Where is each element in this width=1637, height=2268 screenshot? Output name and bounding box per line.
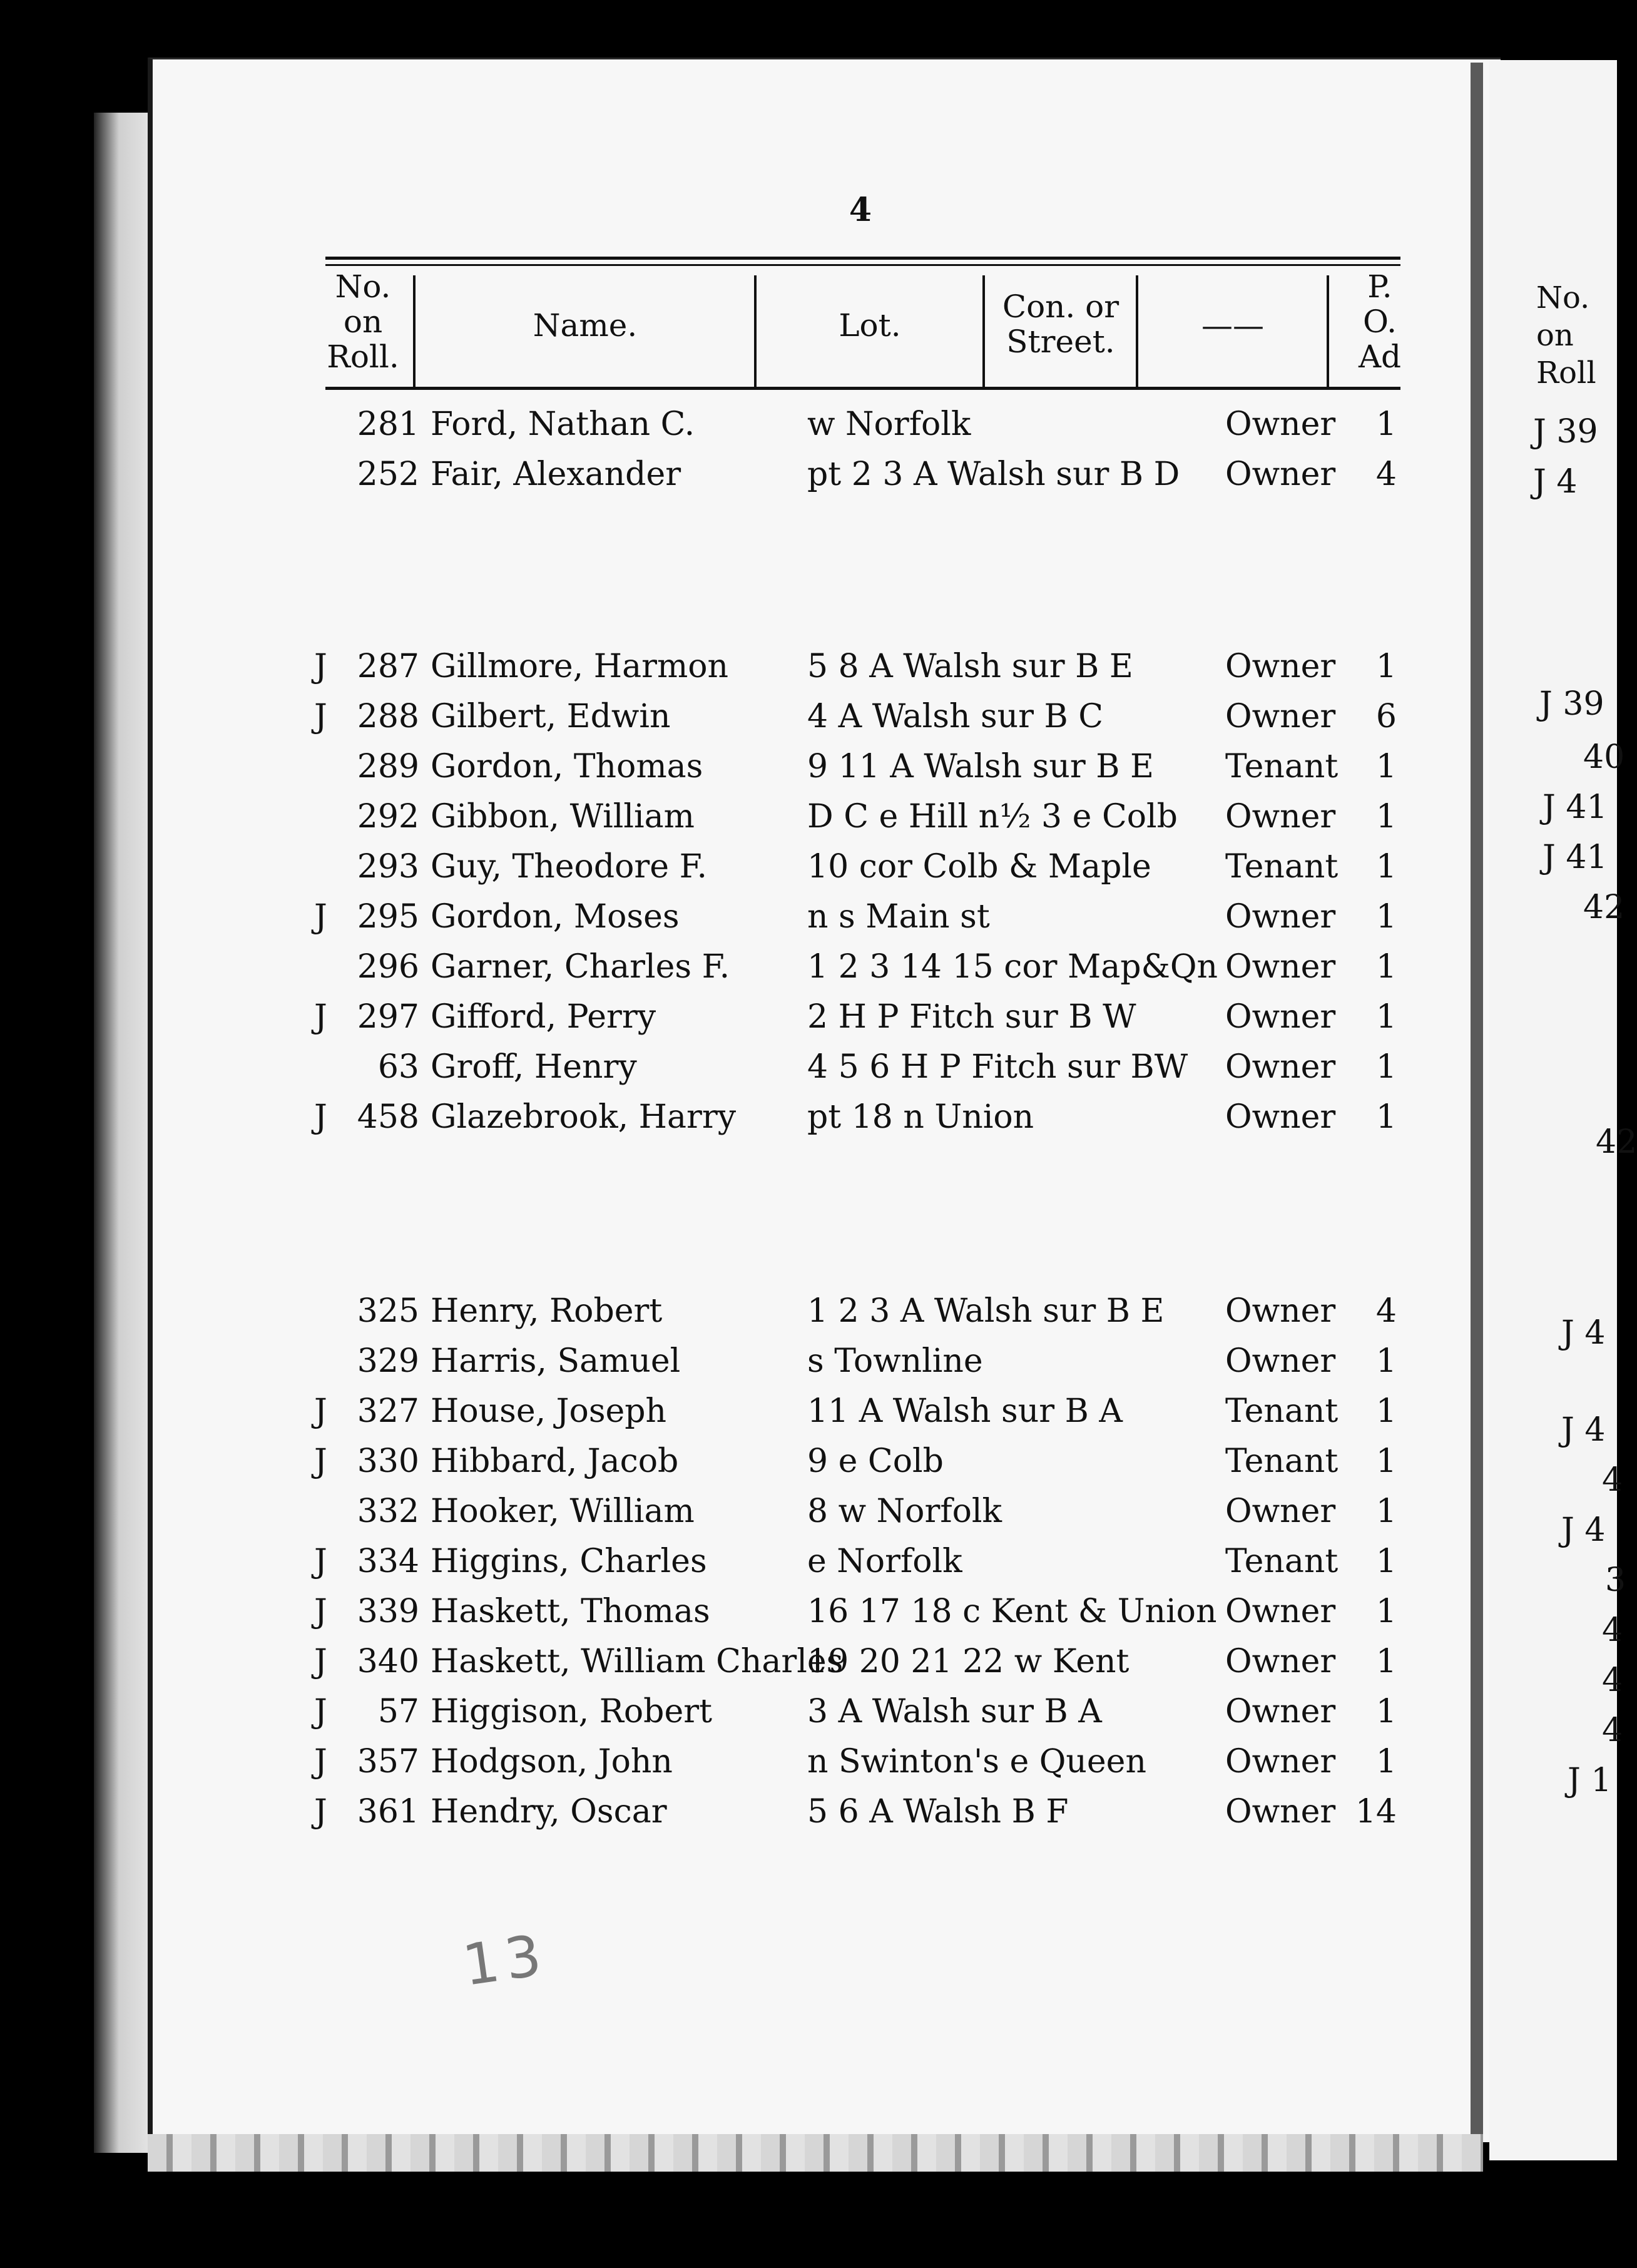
voter-name: House, Joseph [431,1392,667,1430]
lot-description: 5 8 A Walsh sur B E [807,648,1133,685]
post-office-number: 1 [1375,1048,1397,1086]
lot-description: 10 cor Colb & Maple [807,848,1151,886]
lot-description: 16 17 18 c Kent & Union [807,1593,1217,1630]
post-office-number: 1 [1375,948,1397,986]
facing-page-fragment: J 4 [1561,1511,1606,1549]
roll-number: 289 [357,748,419,785]
post-office-number: 1 [1375,648,1397,685]
lot-description: 4 5 6 H P Fitch sur BW [807,1048,1188,1086]
lot-description: 5 6 A Walsh B F [807,1793,1069,1831]
facing-page-header: Roll [1536,355,1596,391]
post-office-number: 1 [1375,1098,1397,1136]
roll-number: 327 [357,1392,419,1430]
post-office-number: 1 [1375,1342,1397,1380]
post-office-number: 1 [1375,748,1397,785]
tenure-status: Owner [1225,798,1336,835]
roll-number: 63 [377,1048,419,1086]
roll-number: 458 [357,1098,419,1136]
tenure-status: Tenant [1225,848,1339,886]
voter-name: Glazebrook, Harry [431,1098,737,1136]
tenure-status: Tenant [1225,748,1339,785]
roll-number: 296 [357,948,419,986]
roll-number: 295 [357,898,419,936]
facing-page-fragment: 42 [1583,889,1625,926]
facing-page-fragment: J 39 [1533,413,1598,451]
roll-journal-mark: J [314,1392,327,1430]
column-divider [1327,275,1329,387]
voter-name: Gilbert, Edwin [431,698,671,735]
roll-number: 339 [357,1593,419,1630]
voter-name: Gordon, Thomas [431,748,703,785]
post-office-number: 1 [1375,1643,1397,1680]
header-blank: —— [1201,307,1264,344]
roll-journal-mark: J [314,1443,327,1480]
tenure-status: Owner [1225,1793,1336,1831]
post-office-number: 1 [1375,848,1397,886]
column-divider [754,275,757,387]
roll-number: 252 [357,456,419,493]
post-office-number: 1 [1375,1743,1397,1780]
voter-name: Harris, Samuel [431,1342,681,1380]
column-divider [982,275,985,387]
header-con-street: Con. or Street. [1002,289,1119,360]
roll-journal-mark: J [314,1543,327,1580]
page-number: 4 [849,191,872,229]
roll-number: 357 [357,1743,419,1780]
lot-description: 19 20 21 22 w Kent [807,1643,1130,1680]
tenure-status: Owner [1225,406,1336,443]
roll-journal-mark: J [314,698,327,735]
roll-journal-mark: J [314,898,327,936]
roll-journal-mark: J [314,1643,327,1680]
facing-page-fragment: J 41 [1543,839,1608,876]
tenure-status: Owner [1225,1693,1336,1730]
post-office-number: 1 [1375,1443,1397,1480]
tenure-status: Owner [1225,898,1336,936]
lot-description: pt 18 n Union [807,1098,1034,1136]
facing-page-fragment: 40 [1583,738,1625,776]
post-office-number: 1 [1375,798,1397,835]
header-rule-top [325,257,1400,260]
tenure-status: Owner [1225,648,1336,685]
column-divider [413,275,416,387]
tenure-status: Tenant [1225,1543,1339,1580]
roll-number: 292 [357,798,419,835]
facing-page-fragment: 3 [1605,1561,1626,1599]
post-office-number: 1 [1375,1593,1397,1630]
page-stain [148,2134,1483,2172]
facing-page-fragment: J 4 [1561,1314,1606,1352]
voter-name: Gibbon, William [431,798,695,835]
handwritten-mark: 13 [459,1922,552,1999]
tenure-status: Tenant [1225,1392,1339,1430]
voter-name: Haskett, William Charles [431,1643,844,1680]
voter-name: Gordon, Moses [431,898,680,936]
roll-number: 329 [357,1342,419,1380]
voter-name: Fair, Alexander [431,456,681,493]
roll-number: 330 [357,1443,419,1480]
voter-name: Higgison, Robert [431,1693,712,1730]
voter-name: Hooker, William [431,1493,695,1530]
tenure-status: Owner [1225,1493,1336,1530]
voter-name: Higgins, Charles [431,1543,707,1580]
roll-journal-mark: J [314,1743,327,1780]
post-office-number: 1 [1375,1693,1397,1730]
post-office-number: 1 [1375,1493,1397,1530]
facing-page-fragment: 4 [1602,1712,1623,1749]
voter-name: Gifford, Perry [431,998,656,1036]
roll-journal-mark: J [314,1793,327,1831]
tenure-status: Owner [1225,1292,1336,1330]
voter-name: Garner, Charles F. [431,948,730,986]
facing-page-fragment: 4 [1602,1662,1623,1699]
post-office-number: 14 [1355,1793,1397,1831]
roll-number: 57 [377,1693,419,1730]
voter-name: Hibbard, Jacob [431,1443,679,1480]
roll-number: 297 [357,998,419,1036]
lot-description: 3 A Walsh sur B A [807,1693,1102,1730]
lot-description: 2 H P Fitch sur B W [807,998,1136,1036]
lot-description: 8 w Norfolk [807,1493,1002,1530]
post-office-number: 6 [1375,698,1397,735]
facing-page-fragment: J 4 [1533,463,1578,501]
facing-page-fragment: 4 [1602,1612,1623,1649]
lot-description: D C e Hill n½ 3 e Colb [807,798,1178,835]
lot-description: n s Main st [807,898,990,936]
lot-description: e Norfolk [807,1543,962,1580]
lot-description: 1 2 3 14 15 cor Map&Qn [807,948,1218,986]
roll-number: 325 [357,1292,419,1330]
header-no-on-roll: No. on Roll. [327,268,399,375]
voter-name: Groff, Henry [431,1048,637,1086]
post-office-number: 4 [1375,456,1397,493]
lot-description: 9 e Colb [807,1443,944,1480]
lot-description: 1 2 3 A Walsh sur B E [807,1292,1165,1330]
roll-number: 288 [357,698,419,735]
voter-name: Guy, Theodore F. [431,848,708,886]
lot-description: 9 11 A Walsh sur B E [807,748,1154,785]
page-edge [94,113,156,2153]
roll-journal-mark: J [314,648,327,685]
roll-number: 340 [357,1643,419,1680]
voter-name: Henry, Robert [431,1292,663,1330]
roll-journal-mark: J [314,998,327,1036]
post-office-number: 1 [1375,998,1397,1036]
voter-name: Hendry, Oscar [431,1793,667,1831]
post-office-number: 1 [1375,1392,1397,1430]
page-gutter [1471,63,1483,2147]
facing-page-fragment: 4 [1602,1461,1623,1499]
lot-description: w Norfolk [807,406,971,443]
roll-journal-mark: J [314,1693,327,1730]
tenure-status: Tenant [1225,1443,1339,1480]
header-name: Name. [533,307,638,344]
tenure-status: Owner [1225,1342,1336,1380]
roll-number: 334 [357,1543,419,1580]
tenure-status: Owner [1225,948,1336,986]
roll-number: 293 [357,848,419,886]
header-rule-top-thin [325,264,1400,266]
tenure-status: Owner [1225,1643,1336,1680]
tenure-status: Owner [1225,1743,1336,1780]
roll-number: 287 [357,648,419,685]
post-office-number: 4 [1375,1292,1397,1330]
facing-page-header: No. [1536,280,1590,315]
header-rule-bottom [325,387,1400,390]
tenure-status: Owner [1225,698,1336,735]
facing-page-fragment: J 4 [1561,1411,1606,1449]
tenure-status: Owner [1225,1098,1336,1136]
roll-number: 332 [357,1493,419,1530]
column-divider [1136,275,1138,387]
tenure-status: Owner [1225,1593,1336,1630]
header-lot: Lot. [839,307,901,344]
lot-description: pt 2 3 A Walsh sur B D [807,456,1180,493]
lot-description: s Townline [807,1342,983,1380]
voter-name: Hodgson, John [431,1743,673,1780]
roll-number: 281 [357,406,419,443]
lot-description: 11 A Walsh sur B A [807,1392,1123,1430]
tenure-status: Owner [1225,998,1336,1036]
header-po-ad: P. O. Ad [1358,268,1402,375]
facing-page-fragment: J 1 [1568,1762,1612,1799]
facing-page-fragment: 42 [1596,1123,1637,1161]
tenure-status: Owner [1225,456,1336,493]
facing-page-header: on [1536,318,1574,353]
lot-description: n Swinton's e Queen [807,1743,1146,1780]
post-office-number: 1 [1375,1543,1397,1580]
roll-number: 361 [357,1793,419,1831]
voter-name: Haskett, Thomas [431,1593,710,1630]
roll-journal-mark: J [314,1098,327,1136]
roll-journal-mark: J [314,1593,327,1630]
facing-page-fragment: J 41 [1543,789,1608,826]
post-office-number: 1 [1375,406,1397,443]
tenure-status: Owner [1225,1048,1336,1086]
post-office-number: 1 [1375,898,1397,936]
lot-description: 4 A Walsh sur B C [807,698,1104,735]
voter-name: Gillmore, Harmon [431,648,729,685]
facing-page-fragment: J 39 [1539,685,1604,723]
voter-name: Ford, Nathan C. [431,406,695,443]
